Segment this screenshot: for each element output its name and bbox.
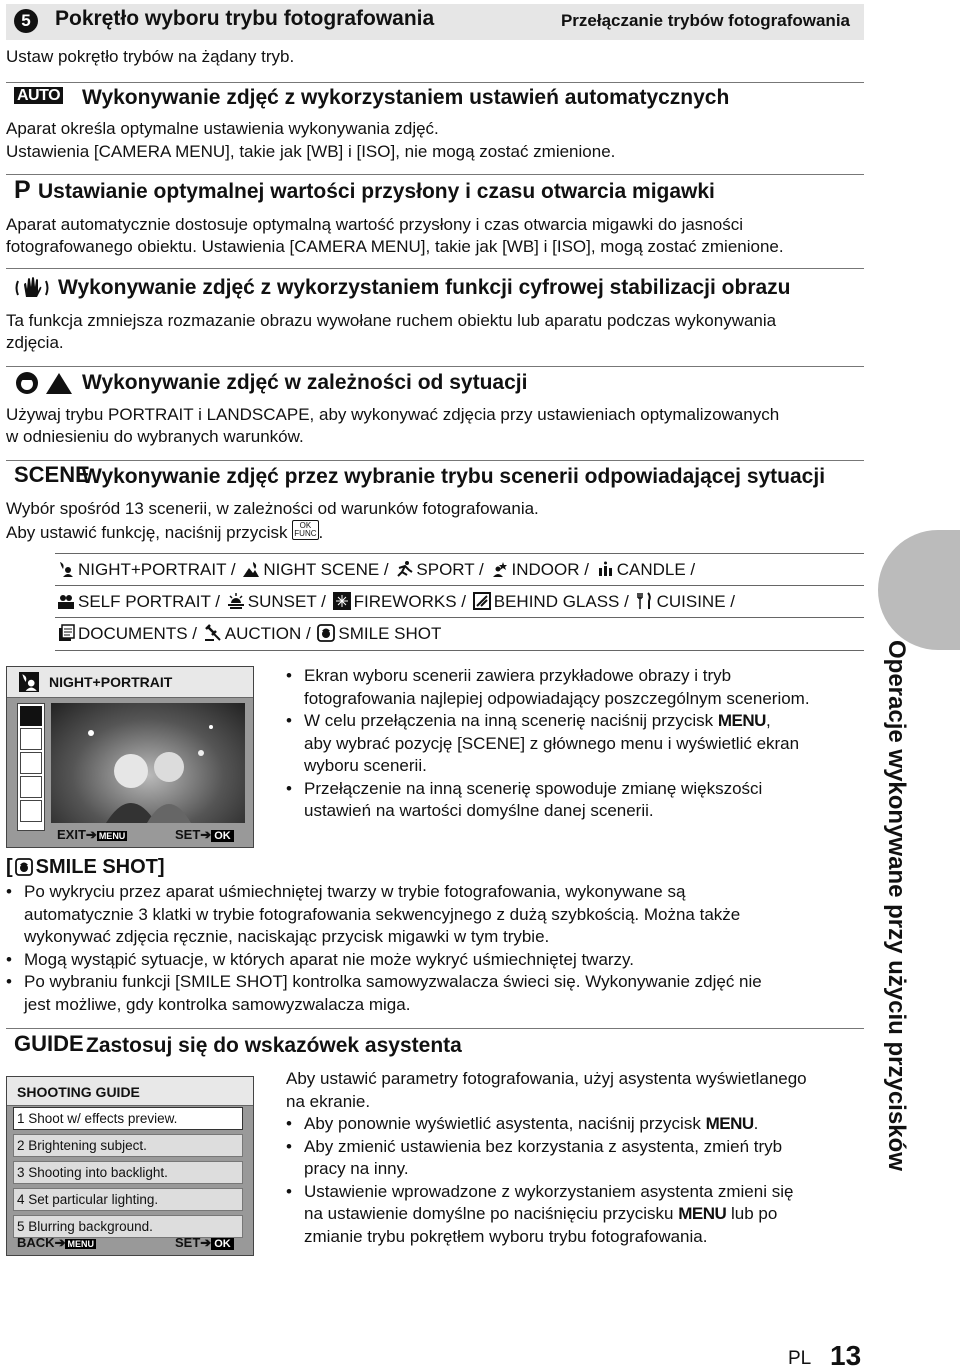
scene-row: NIGHT+PORTRAIT / NIGHT SCENE / SPORT / INDOOR / CANDLE / [55,553,864,586]
dis-text-1: Ta funkcja zmniejsza rozmazanie obrazu wywołane ruchem obiektu lub aparatu podczas wykonywania [6,311,777,330]
list-item: • Ekran wyboru scenerii zawiera przykładowe obrazy i tryb fotografowania najlepiej odpowiadający poszczególnym sceneriom. [286,665,866,710]
intro-text: Ustaw pokrętło trybów na żądany tryb. [6,47,295,66]
behind-glass-icon [473,592,491,610]
image-stabilization-icon [14,275,50,306]
chapter-tab [878,530,960,650]
scene-bullets [286,665,866,823]
ok-func-button-icon: OK FUNC [294,521,317,538]
list-item: • Mogą wystąpić sytuacje, w których aparat nie może wykryć uśmiechniętej twarzy. [6,949,864,972]
menu-button-label: MENU [717,711,766,730]
scene-title: Wykonywanie zdjęć przez wybranie trybu scenerii odpowiadającej sytuacji [82,465,826,488]
auto-title: Wykonywanie zdjęć z wykorzystaniem ustawień automatycznych [82,86,730,109]
landscape-icon [44,370,74,401]
list-item: • Aby ponownie wyświetlić asystenta, naciśnij przycisk MENU. [286,1113,866,1136]
smile-shot-icon [15,858,33,876]
list-item: • Przełączenie na inną scenerię spowoduje zmianę większości ustawień na wartości domyślne danej scenerii. [286,778,866,823]
dis-text-2: zdjęcia. [6,333,64,352]
night-portrait-icon [20,706,42,726]
night-portrait-icon [57,560,75,578]
divider [6,1028,864,1029]
night-scene-icon [242,560,260,578]
situation-title: Wykonywanie zdjęć w zależności od sytuacji [82,371,528,394]
language-label: PL [788,1348,812,1369]
sport-icon [20,752,42,774]
self-portrait-icon [20,728,42,750]
auction-icon [204,624,222,642]
divider [6,268,864,269]
indoor-icon [20,776,42,798]
guide-item: 2 Brightening subject. [13,1134,243,1157]
candle-icon [596,560,614,578]
guide-item: 3 Shooting into backlight. [13,1161,243,1184]
dis-title: Wykonywanie zdjęć z wykorzystaniem funkcji cyfrowej stabilizacji obrazu [58,276,791,299]
divider [6,174,864,175]
scene-select-screen [6,666,254,848]
scene-mode-icon: SCENE [14,462,90,487]
documents-icon [57,624,75,642]
divider [6,366,864,367]
exit-hint: EXIT➔ MENU [57,827,126,842]
smile-shot-icon [317,624,335,642]
shooting-guide-screen [6,1076,254,1256]
chapter-title: Operacje wykonywane przy użyciu przycisków [883,640,910,1171]
auto-mode-icon: AUTO [14,87,63,105]
list-item: • W celu przełączenia na inną scenerię naciśnij przycisk MENU, aby wybrać pozycję [SCENE] z głównego menu i wyświetlić ekran wyboru scenerii. [286,710,866,778]
scene-text-2: Aby ustawić funkcję, naciśnij przycisk OK FUNC . [6,521,324,542]
sample-photo [51,703,245,823]
scene-icon-column [17,703,45,831]
list-item: • Aby zmienić ustawienia bez korzystania z asystenta, zmień tryb pracy na inny. [286,1136,866,1181]
situation-text-1: Używaj trybu PORTRAIT i LANDSCAPE, aby wykonywać zdjęcia przy ustawieniach optymalizowanych [6,405,780,424]
back-hint: BACK➔ MENU [17,1235,94,1250]
smile-shot-heading: [ SMILE SHOT] [6,856,165,878]
divider [6,460,864,461]
guide-item: 1 Shoot w/ effects preview. [13,1107,243,1130]
self-portrait-icon [57,592,75,610]
sunset-icon [227,592,245,610]
step-number-badge: 5 [14,9,38,33]
list-item: • Po wybraniu funkcji [SMILE SHOT] kontrolka samowyzwalacza świeci się. Wykonywanie zdjęć nie jest możliwe, gdy kontrolka samowyzwalacza miga. [6,971,864,1016]
menu-button-label: MENU [678,1204,727,1223]
sport-icon [395,560,413,578]
guide-list [13,1107,243,1238]
p-title: Ustawianie optymalnej wartości przysłony i czasu otwarcia migawki [38,180,715,203]
candle-icon [20,800,42,822]
portrait-icon [14,370,40,401]
guide-mode-icon: GUIDE [14,1031,84,1056]
night-portrait-icon [19,671,39,693]
page-number: 13 [830,1340,862,1371]
scene-row: DOCUMENTS / AUCTION / SMILE SHOT [55,617,864,651]
divider [6,82,864,83]
auto-text-1: Aparat określa optymalne ustawienia wykonywania zdjęć. [6,119,439,138]
screen-title: SHOOTING GUIDE [17,1084,140,1100]
situation-text-2: w odniesieniu do wybranych warunków. [6,427,304,446]
auto-text-2: Ustawienia [CAMERA MENU], takie jak [WB] i [ISO], nie mogą zostać zmienione. [6,142,616,161]
guide-item: 4 Set particular lighting. [13,1188,243,1211]
list-item: • Po wykryciu przez aparat uśmiechniętej twarzy w trybie fotografowania, wykonywane są automatycznie 3 klatki w trybie fotografowania sekwencyjnego z dużą szybkością. Można także wykonywać zdjęcia ręcznie, naciskając przycisk migawki w tym trybie. [6,881,864,949]
guide-text: Aby ustawić parametry fotografowania, użyj asystenta wyświetlanego na ekranie. • Aby ponownie wyświetlić asystenta, naciśnij przycisk MENU. • Aby zmienić ustawienia bez korzystania z asystenta, zmień tryb pracy na inny. • Ustawienie wprowadzone z wykorzystaniem asystenta zmieni się na ustawienie domyślne po naciśnięciu przycisku MENU lub po zmianie trybu pokrętłem wyboru trybu fotografowania. [286,1068,866,1248]
guide-title: Zastosuj się do wskazówek asystenta [86,1034,462,1057]
guide-item: 5 Blurring background. [13,1215,243,1238]
set-hint: SET➔ OK [175,1235,234,1251]
scene-text-1: Wybór spośród 13 scenerii, w zależności od warunków fotografowania. [6,499,539,518]
scene-row: SELF PORTRAIT / SUNSET / FIREWORKS / BEHIND GLASS / CUISINE / [55,585,864,618]
p-text-2: fotografowanego obiektu. Ustawienia [CAMERA MENU], takie jak [WB] i [ISO], mogą zostać zmienione. [6,237,784,256]
p-text-1: Aparat automatycznie dostosuje optymalną wartość przysłony i czas otwarcia migawki do jasności [6,215,743,234]
screen-title: NIGHT+PORTRAIT [49,674,173,690]
indoor-icon [491,560,509,578]
fireworks-icon [333,592,351,610]
cuisine-icon [636,592,654,610]
smile-bullets [6,881,864,1016]
section-title: Pokrętło wyboru trybu fotografowania [55,7,435,30]
program-mode-icon: P [14,176,31,204]
menu-button-label: MENU [705,1114,754,1133]
section-subtitle: Przełączanie trybów fotografowania [560,11,850,30]
set-hint: SET➔ OK [175,827,234,843]
list-item: • Ustawienie wprowadzone z wykorzystaniem asystenta zmieni się na ustawienie domyślne po naciśnięciu przycisku MENU lub po zmianie trybu pokrętłem wyboru trybu fotografowania. [286,1181,866,1249]
